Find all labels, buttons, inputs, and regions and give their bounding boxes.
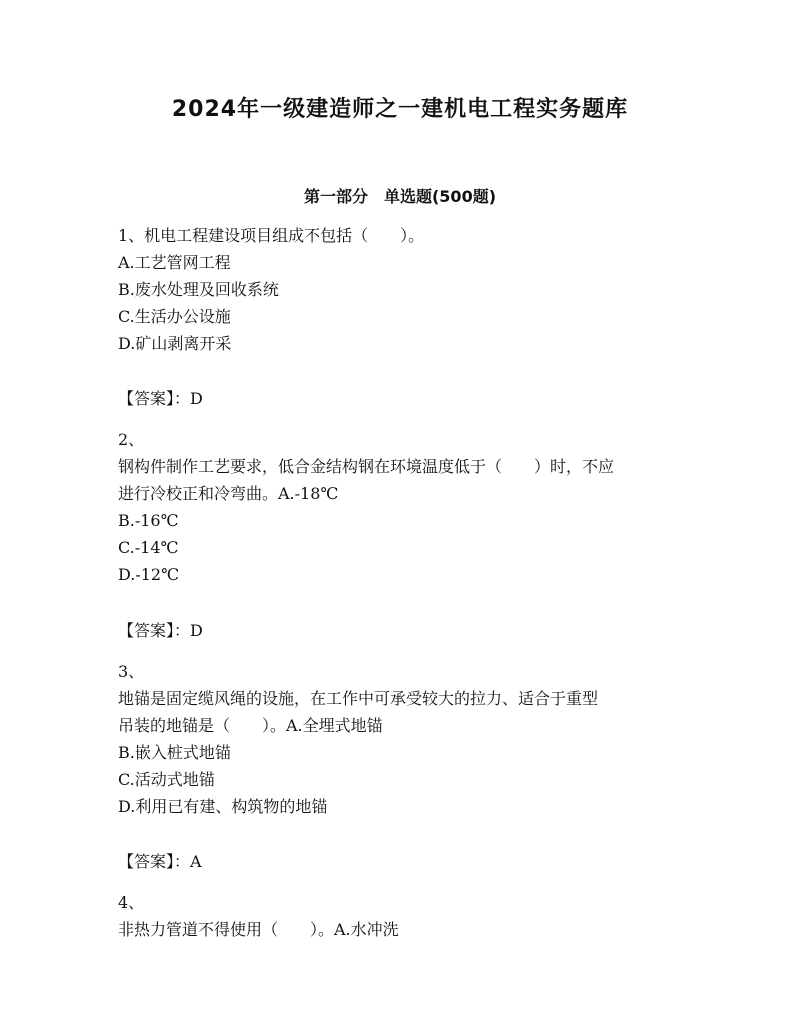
question-3-stem-line-1: 地锚是固定缆风绳的设施，在工作中可承受较大的拉力、适合于重型 [118,689,599,708]
question-2-stem-line-2: 进行冷校正和冷弯曲。A.-18℃ [118,484,339,503]
question-4-stem: 非热力管道不得使用（ ）。A.水冲洗 [118,920,399,939]
question-2-stem-line-1: 钢构件制作工艺要求，低合金结构钢在环境温度低于（ ）时，不应 [118,457,615,476]
question-3-stem-line-2: 吊装的地锚是（ ）。A.全埋式地锚 [118,716,383,735]
question-1-option-c: C.生活办公设施 [118,307,231,326]
question-1-option-a: A.工艺管网工程 [118,253,231,272]
question-3-number: 3、 [118,662,145,681]
question-1-stem: 1、机电工程建设项目组成不包括（ ）。 [118,226,425,245]
question-2-option-d: D.-12℃ [118,565,180,584]
question-2-number: 2、 [118,430,145,449]
section-heading: 第一部分 单选题(500题) [303,187,497,206]
question-1-option-b: B.废水处理及回收系统 [118,280,279,299]
question-2-option-c: C.-14℃ [118,538,179,557]
question-3-answer: 【答案】：A [118,852,202,871]
question-4-number: 4、 [118,893,145,912]
question-2-option-b: B.-16℃ [118,511,179,530]
question-3-option-b: B.嵌入桩式地锚 [118,743,231,762]
document-title: 2024年一级建造师之一建机电工程实务题库 [171,97,629,122]
question-2-answer: 【答案】：D [118,621,203,640]
question-1-answer: 【答案】：D [118,389,203,408]
question-1-option-d: D.矿山剥离开采 [118,334,232,353]
question-3-option-d: D.利用已有建、构筑物的地锚 [118,797,328,816]
question-3-option-c: C.活动式地锚 [118,770,215,789]
